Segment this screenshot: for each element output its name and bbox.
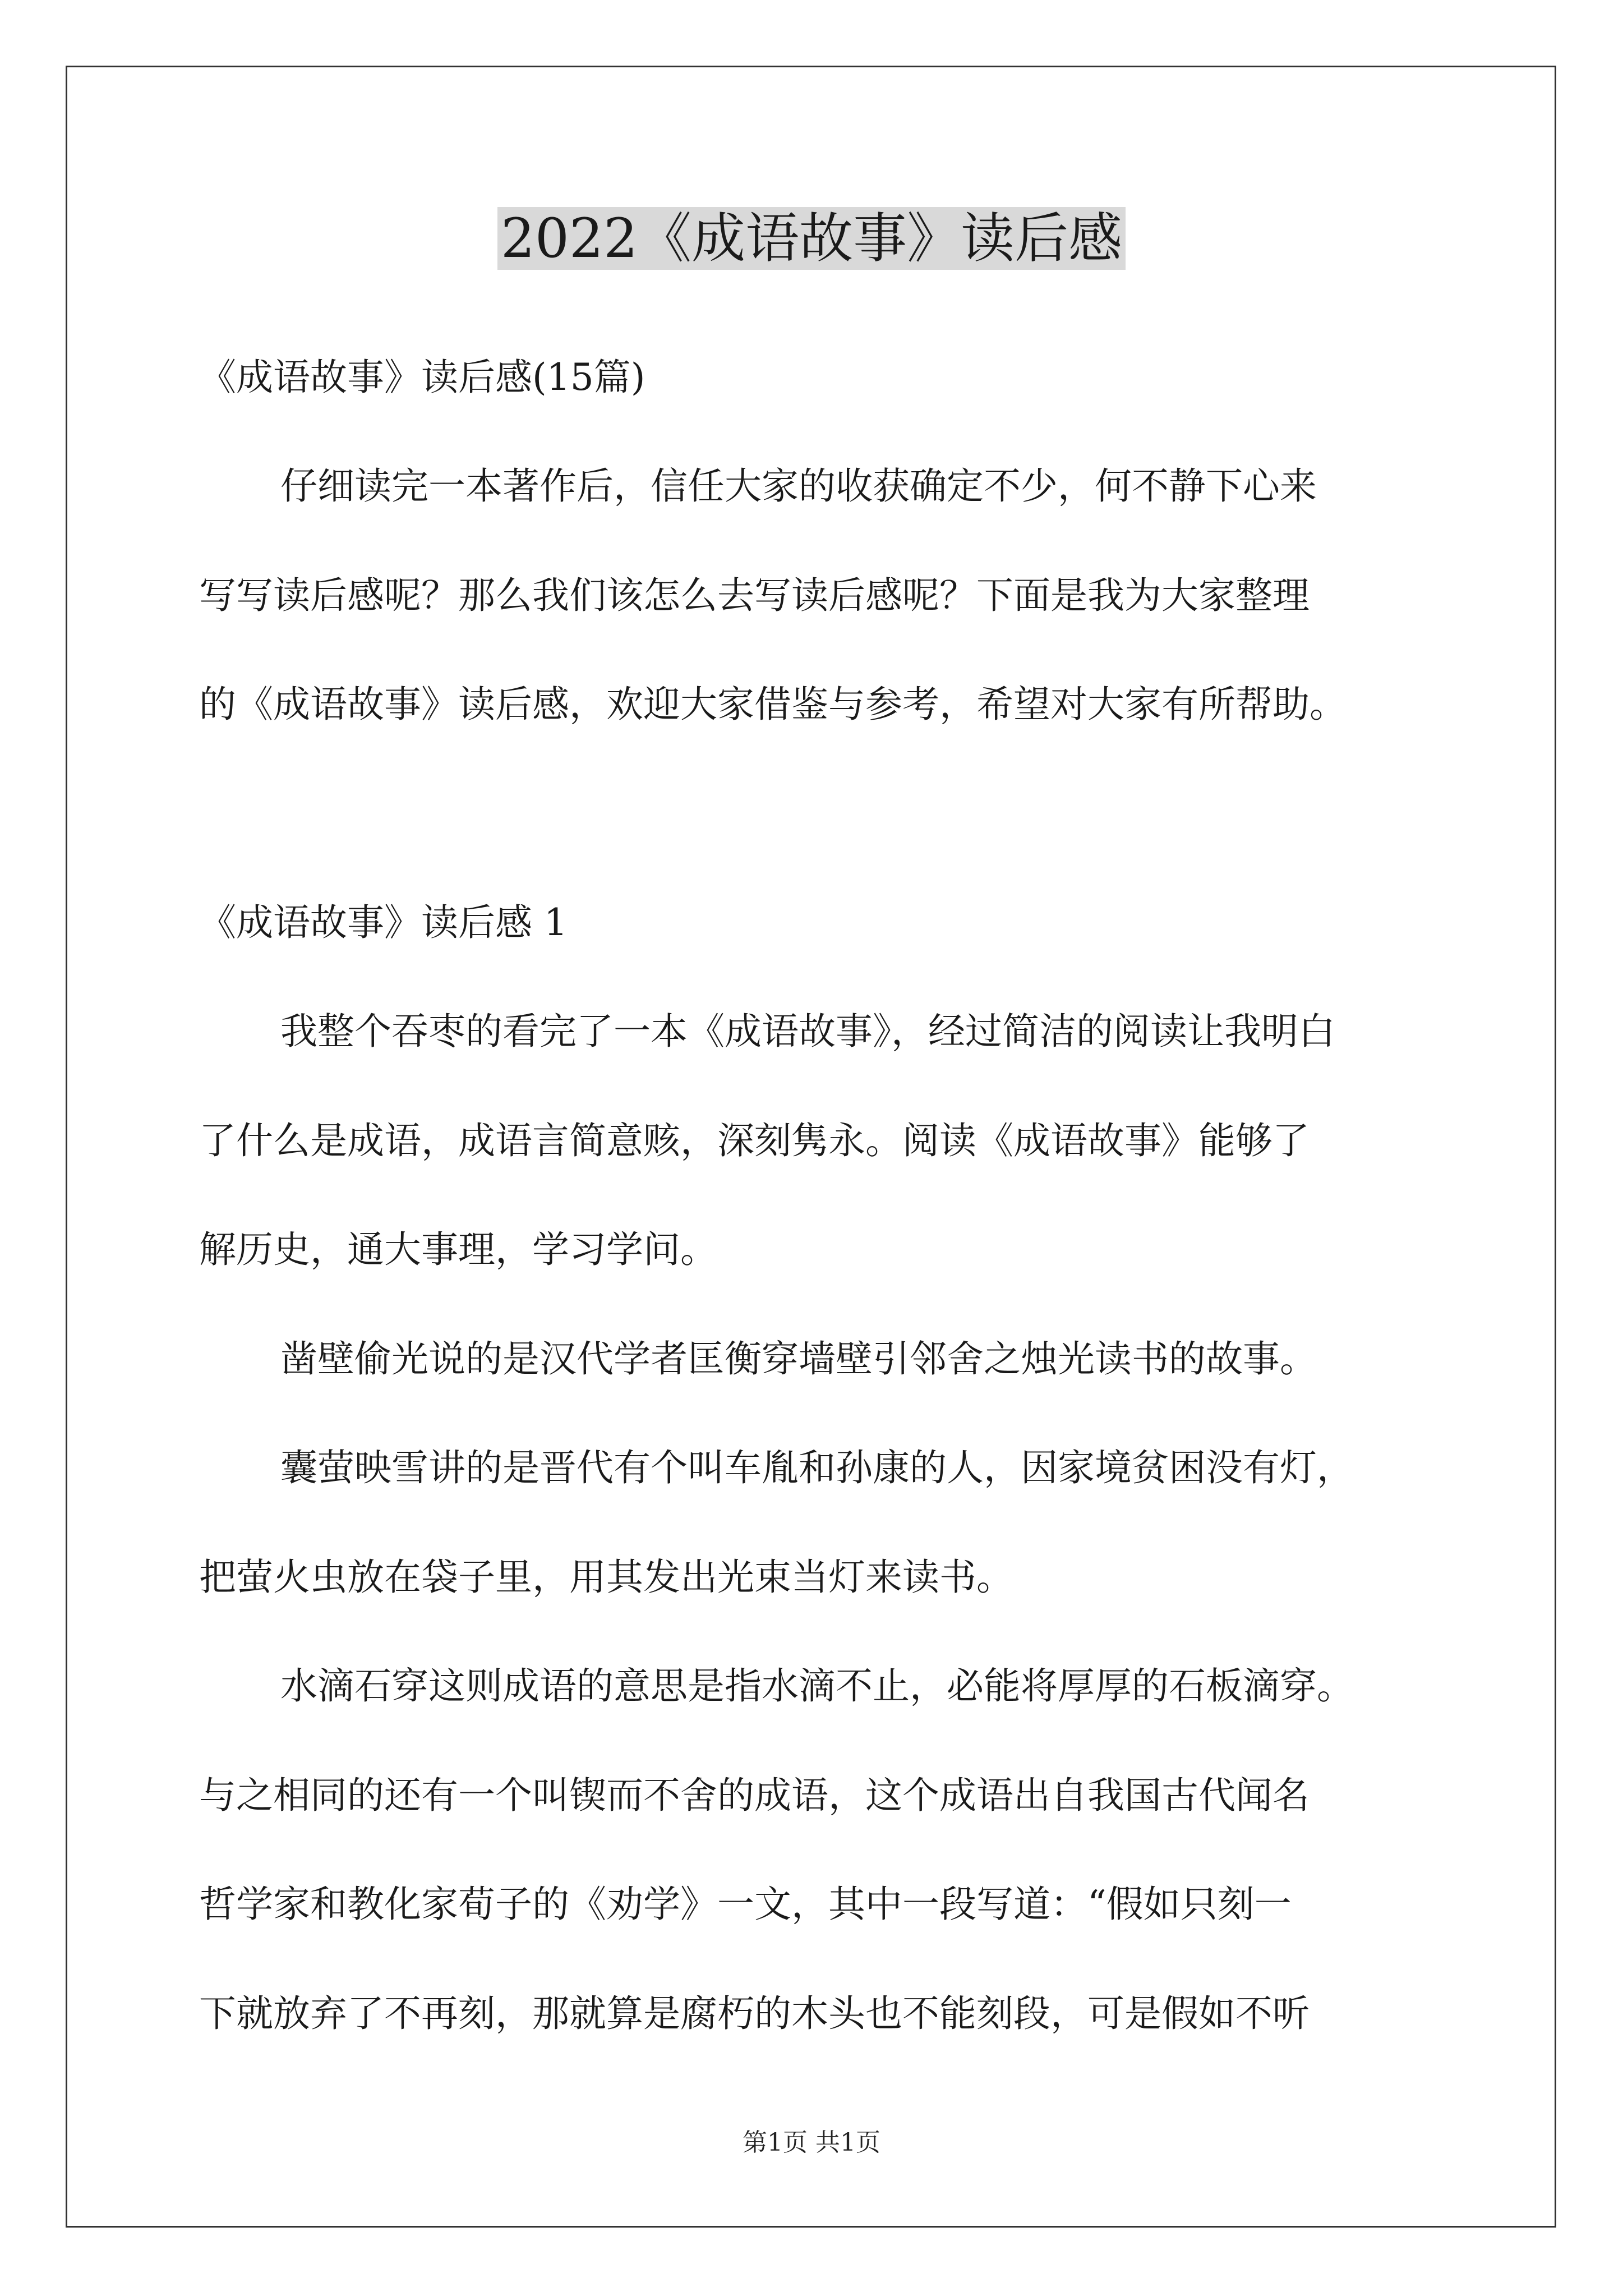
body-line: 把萤火虫放在袋子里，用其发出光束当灯来读书。 [199,1556,1013,1599]
body-line: 我整个吞枣的看完了一本《成语故事》，经过简洁的阅读让我明白 [280,1010,1335,1053]
section-heading: 《成语故事》读后感 1 [199,901,568,944]
body-line: 与之相同的还有一个叫锲而不舍的成语，这个成语出自我国古代闻名 [199,1774,1310,1817]
body-line: 水滴石穿这则成语的意思是指水滴不止，必能将厚厚的石板滴穿。 [280,1664,1354,1708]
intro-line: 仔细读完一本著作后，信任大家的收获确定不少，何不静下心来 [280,464,1317,508]
body-line: 了什么是成语，成语言简意赅，深刻隽永。阅读《成语故事》能够了 [199,1119,1310,1162]
document-title-text: 2022《成语故事》读后感 [497,207,1126,270]
document-title [0,202,1623,275]
intro-line: 的《成语故事》读后感，欢迎大家借鉴与参考，希望对大家有所帮助。 [199,683,1347,726]
body-line: 哲学家和教化家荀子的《劝学》一文，其中一段写道：“假如只刻一 [199,1883,1292,1926]
body-line: 囊萤映雪讲的是晋代有个叫车胤和孙康的人，因家境贫困没有灯， [280,1446,1354,1489]
page-footer: 第1页 共1页 [743,2128,880,2157]
intro-line: 写写读后感呢？那么我们该怎么去写读后感呢？下面是我为大家整理 [199,574,1310,617]
body-line: 凿壁偷光说的是汉代学者匡衡穿墙壁引邻舍之烛光读书的故事。 [280,1337,1317,1381]
body-line: 下就放弃了不再刻，那就算是腐朽的木头也不能刻段，可是假如不听 [199,1992,1310,2035]
document-subtitle: 《成语故事》读后感(15篇) [199,356,645,399]
body-line: 解历史，通大事理，学习学问。 [199,1228,717,1271]
